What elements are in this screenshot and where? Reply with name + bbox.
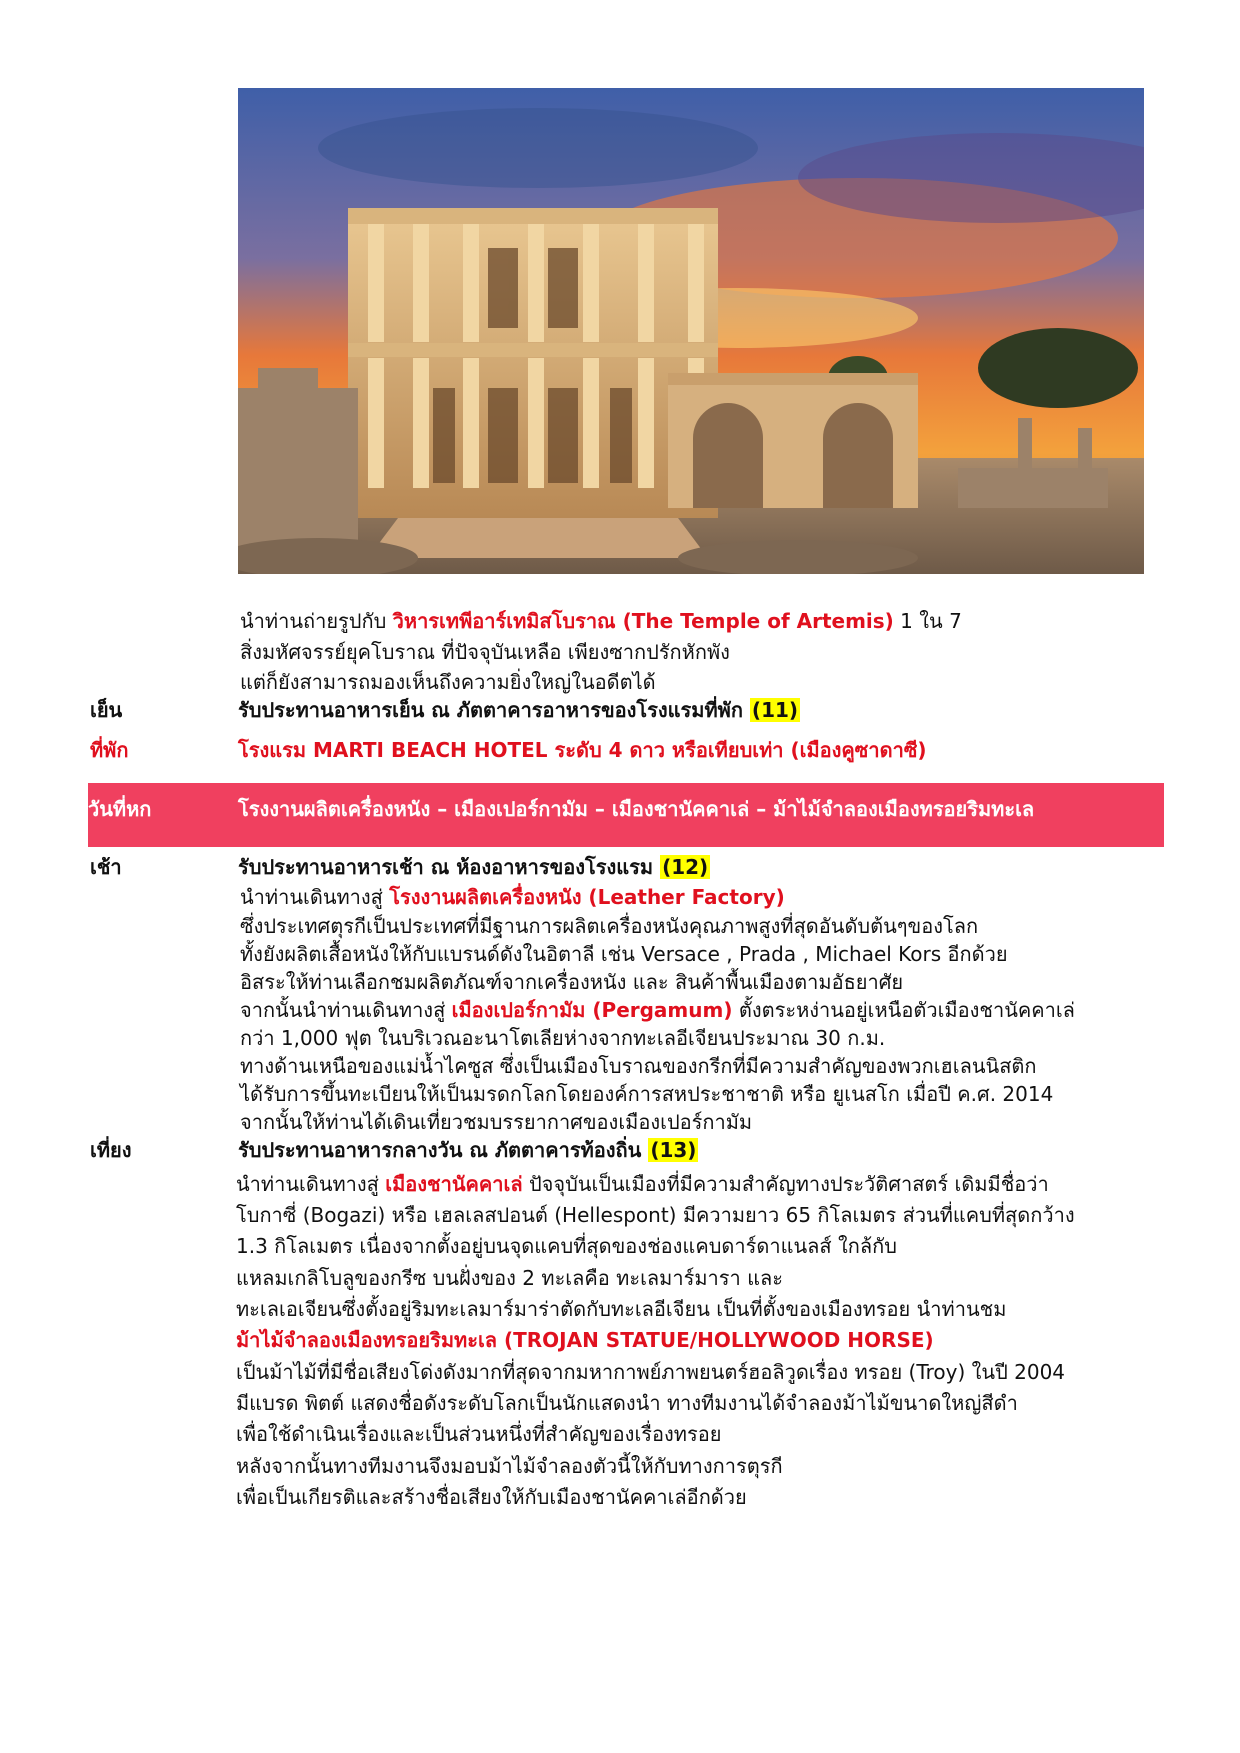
morning-line-4: อิสระให้ท่านเลือกชมผลิตภัณฑ์จากเครื่องหนัง และ สินค้าพื้นเมืองตามอัธยาศัย bbox=[240, 970, 904, 994]
artemis-line-3: แต่ก็ยังสามารถมองเห็นถึงความยิ่งใหญ่ในอดีตได้ bbox=[240, 670, 656, 694]
breakfast-label: เช้า bbox=[90, 855, 122, 879]
day-six-title: โรงงานผลิตเครื่องหนัง – เมืองเปอร์กามัม – เมืองชานัคคาเล่ – ม้าไม้จำลองเมืองทรอยริมทะเล bbox=[238, 797, 1035, 821]
library-of-celsus-photo bbox=[238, 88, 1144, 574]
morning-line-5: จากนั้นนำท่านเดินทางสู่ เมืองเปอร์กามัม (Pergamum) ตั้งตระหง่านอยู่เหนือตัวเมืองชานัคคาเล่ bbox=[240, 998, 1075, 1022]
morning-line-9: จากนั้นให้ท่านได้เดินเที่ยวชมบรรยากาศของเมืองเปอร์กามัม bbox=[240, 1110, 753, 1134]
morning-line-8: ได้รับการขึ้นทะเบียนให้เป็นมรดกโลกโดยองค์การสหประชาชาติ หรือ ยูเนสโก เมื่อปี ค.ศ. 2014 bbox=[240, 1082, 1054, 1106]
day-six-label: วันที่หก bbox=[88, 797, 152, 821]
afternoon-line-11: เพื่อเป็นเกียรติและสร้างชื่อเสียงให้กับเมืองชานัคคาเล่อีกด้วย bbox=[236, 1485, 747, 1509]
hotel-text: โรงแรม MARTI BEACH HOTEL ระดับ 4 ดาว หรือเทียบเท่า (เมืองคูซาดาซี) bbox=[238, 738, 927, 762]
dinner-label: เย็น bbox=[90, 698, 123, 722]
afternoon-line-7: เป็นม้าไม้ที่มีชื่อเสียงโด่งดังมากที่สุดจากมหากาพย์ภาพยนตร์ฮอลิวูดเรื่อง ทรอย (Troy) ในปี 2004 bbox=[236, 1360, 1066, 1384]
hotel-label: ที่พัก bbox=[90, 738, 129, 762]
meal-number-badge: (13) bbox=[650, 1138, 697, 1162]
morning-line-1: นำท่านเดินทางสู่ โรงงานผลิตเครื่องหนัง (Leather Factory) bbox=[240, 885, 785, 909]
afternoon-line-10: หลังจากนั้นทางทีมงานจึงมอบม้าไม้จำลองตัวนี้ให้กับทางการตุรกี bbox=[236, 1454, 783, 1478]
breakfast-text: รับประทานอาหารเช้า ณ ห้องอาหารของโรงแรม (12) bbox=[238, 855, 709, 879]
morning-line-6: กว่า 1,000 ฟุต ในบริเวณอะนาโตเลียห่างจากทะเลอีเจียนประมาณ 30 ก.ม. bbox=[240, 1026, 886, 1050]
morning-line-7: ทางด้านเหนือของแม่น้ำไคซูส ซึ่งเป็นเมืองโบราณของกรีกที่มีความสำคัญของพวกเฮเลนนิสติก bbox=[240, 1054, 1037, 1078]
morning-line-3: ทั้งยังผลิตเสื้อหนังให้กับแบรนด์ดังในอิตาลี เช่น Versace , Prada , Michael Kors อีกด้วย bbox=[240, 942, 1008, 966]
day-six-banner bbox=[88, 783, 1164, 847]
afternoon-line-9: เพื่อใช้ดำเนินเรื่องและเป็นส่วนหนึ่งที่สำคัญของเรื่องทรอย bbox=[236, 1422, 722, 1446]
afternoon-line-3: 1.3 กิโลเมตร เนื่องจากตั้งอยู่บนจุดแคบที่สุดของช่องแคบดาร์ดาแนลส์ ใกล้กับ bbox=[236, 1234, 897, 1258]
dinner-text: รับประทานอาหารเย็น ณ ภัตตาคารอาหารของโรงแรมที่พัก (11) bbox=[238, 698, 799, 722]
morning-line-2: ซึ่งประเทศตุรกีเป็นประเทศที่มีฐานการผลิตเครื่องหนังคุณภาพสูงที่สุดอันดับต้นๆของโลก bbox=[240, 914, 979, 938]
artemis-line-2: สิ่งมหัศจรรย์ยุคโบราณ ที่ปัจจุบันเหลือ เพียงซากปรักหักพัง bbox=[240, 640, 730, 664]
afternoon-line-1: นำท่านเดินทางสู่ เมืองชานัคคาเล่ ปัจจุบันเป็นเมืองที่มีความสำคัญทางประวัติศาสตร์ เดิมมีชื่อว่า bbox=[236, 1172, 1049, 1196]
lunch-text: รับประทานอาหารกลางวัน ณ ภัตตาคารท้องถิ่น (13) bbox=[238, 1138, 697, 1162]
afternoon-line-5: ทะเลเอเจียนซึ่งตั้งอยู่ริมทะเลมาร์มาร่าตัดกับทะเลอีเจียน เป็นที่ตั้งของเมืองทรอย นำท่านชม bbox=[236, 1297, 1007, 1321]
artemis-line-1: นำท่านถ่ายรูปกับ วิหารเทพีอาร์เทมิสโบราณ (The Temple of Artemis) 1 ใน 7 bbox=[240, 609, 962, 633]
lunch-label: เที่ยง bbox=[90, 1138, 132, 1162]
afternoon-line-6: ม้าไม้จำลองเมืองทรอยริมทะเล (TROJAN STATUE/HOLLYWOOD HORSE) bbox=[236, 1328, 934, 1352]
afternoon-line-4: แหลมเกลิโบลูของกรีซ บนฝั่งของ 2 ทะเลคือ ทะเลมาร์มารา และ bbox=[236, 1266, 783, 1290]
afternoon-line-2: โบกาซี่ (Bogazi) หรือ เฮลเลสปอนต์ (Hellespont) มีความยาว 65 กิโลเมตร ส่วนที่แคบที่สุดกว้าง bbox=[236, 1203, 1075, 1227]
meal-number-badge: (12) bbox=[662, 855, 709, 879]
afternoon-line-8: มีแบรด พิตต์ แสดงชื่อดังระดับโลกเป็นนักแสดงนำ ทางทีมงานได้จำลองม้าไม้ขนาดใหญ่สีดำ bbox=[236, 1391, 1018, 1415]
meal-number-badge: (11) bbox=[751, 698, 799, 722]
